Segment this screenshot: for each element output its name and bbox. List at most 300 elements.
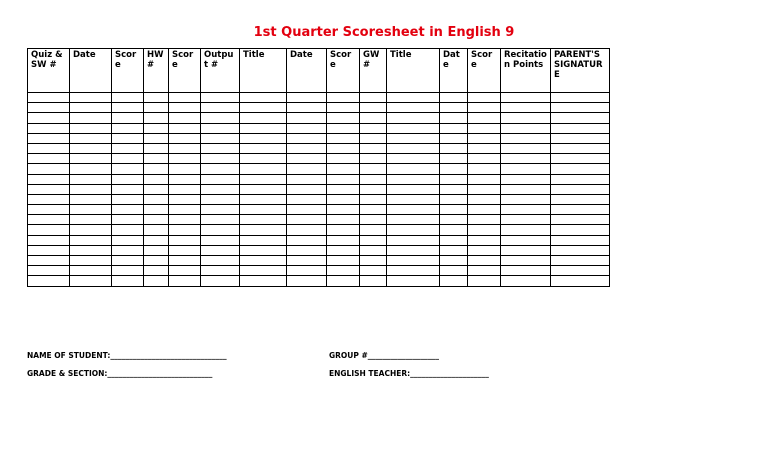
- table-cell: [240, 225, 287, 235]
- table-cell: [70, 266, 112, 276]
- table-cell: [440, 256, 468, 266]
- table-cell: [327, 235, 360, 245]
- table-cell: [360, 164, 387, 174]
- table-cell: [240, 235, 287, 245]
- table-row: [28, 103, 610, 113]
- table-cell: [468, 133, 501, 143]
- table-cell: [144, 103, 169, 113]
- table-row: [28, 123, 610, 133]
- table-cell: [360, 174, 387, 184]
- table-cell: [169, 225, 201, 235]
- header-date: Date: [70, 49, 112, 93]
- table-cell: [468, 123, 501, 133]
- table-cell: [201, 266, 240, 276]
- table-cell: [327, 154, 360, 164]
- table-cell: [70, 235, 112, 245]
- table-cell: [551, 276, 610, 286]
- table-cell: [360, 133, 387, 143]
- table-cell: [287, 123, 327, 133]
- table-cell: [551, 93, 610, 103]
- header-title: Title: [240, 49, 287, 93]
- table-cell: [360, 123, 387, 133]
- table-cell: [201, 103, 240, 113]
- table-cell: [28, 276, 70, 286]
- grade-section-line: GRADE & SECTION:____________________________: [27, 369, 213, 378]
- table-cell: [501, 276, 551, 286]
- table-cell: [112, 103, 144, 113]
- table-cell: [551, 266, 610, 276]
- table-cell: [28, 194, 70, 204]
- table-cell: [387, 245, 440, 255]
- table-cell: [327, 93, 360, 103]
- table-cell: [551, 143, 610, 153]
- table-cell: [468, 256, 501, 266]
- table-row: [28, 164, 610, 174]
- header-output: Output #: [201, 49, 240, 93]
- header-date: Date: [287, 49, 327, 93]
- table-cell: [70, 256, 112, 266]
- table-cell: [468, 276, 501, 286]
- table-cell: [440, 103, 468, 113]
- table-cell: [28, 245, 70, 255]
- table-row: [28, 184, 610, 194]
- table-cell: [112, 113, 144, 123]
- table-cell: [440, 133, 468, 143]
- group-line: GROUP #___________________: [329, 351, 440, 360]
- table-cell: [360, 113, 387, 123]
- table-cell: [551, 245, 610, 255]
- table-cell: [240, 266, 287, 276]
- table-cell: [501, 143, 551, 153]
- table-cell: [551, 194, 610, 204]
- table-cell: [144, 256, 169, 266]
- table-cell: [440, 245, 468, 255]
- table-cell: [201, 205, 240, 215]
- table-cell: [112, 184, 144, 194]
- table-cell: [112, 133, 144, 143]
- table-cell: [70, 174, 112, 184]
- table-cell: [440, 184, 468, 194]
- table-cell: [287, 184, 327, 194]
- table-cell: [240, 143, 287, 153]
- table-cell: [551, 164, 610, 174]
- table-cell: [70, 123, 112, 133]
- table-cell: [201, 164, 240, 174]
- table-cell: [28, 93, 70, 103]
- table-cell: [287, 245, 327, 255]
- table-cell: [169, 245, 201, 255]
- table-cell: [468, 215, 501, 225]
- table-row: [28, 194, 610, 204]
- table-row: [28, 266, 610, 276]
- table-cell: [327, 164, 360, 174]
- table-cell: [287, 276, 327, 286]
- table-cell: [440, 225, 468, 235]
- table-cell: [240, 164, 287, 174]
- table-cell: [440, 215, 468, 225]
- header-score: Score: [112, 49, 144, 93]
- table-cell: [327, 256, 360, 266]
- table-cell: [70, 143, 112, 153]
- table-cell: [327, 215, 360, 225]
- table-cell: [240, 154, 287, 164]
- table-cell: [327, 184, 360, 194]
- table-cell: [112, 276, 144, 286]
- table-body: [28, 93, 610, 287]
- table-cell: [501, 123, 551, 133]
- table-cell: [144, 245, 169, 255]
- table-cell: [70, 225, 112, 235]
- table-cell: [169, 235, 201, 245]
- table-cell: [501, 194, 551, 204]
- table-cell: [112, 154, 144, 164]
- table-cell: [387, 276, 440, 286]
- table-cell: [327, 225, 360, 235]
- table-cell: [360, 93, 387, 103]
- table-cell: [240, 93, 287, 103]
- table-cell: [144, 266, 169, 276]
- table-cell: [144, 154, 169, 164]
- table-cell: [240, 205, 287, 215]
- table-cell: [327, 266, 360, 276]
- table-cell: [360, 245, 387, 255]
- table-cell: [240, 256, 287, 266]
- table-cell: [440, 194, 468, 204]
- table-row: [28, 256, 610, 266]
- table-cell: [169, 133, 201, 143]
- table-cell: [144, 133, 169, 143]
- table-cell: [327, 133, 360, 143]
- table-cell: [387, 174, 440, 184]
- table-cell: [440, 123, 468, 133]
- table-cell: [169, 103, 201, 113]
- table-cell: [501, 174, 551, 184]
- table-cell: [144, 184, 169, 194]
- table-cell: [169, 113, 201, 123]
- table-cell: [360, 205, 387, 215]
- table-cell: [440, 164, 468, 174]
- table-cell: [28, 174, 70, 184]
- table-cell: [551, 235, 610, 245]
- table-cell: [169, 174, 201, 184]
- table-cell: [169, 266, 201, 276]
- table-cell: [551, 133, 610, 143]
- table-cell: [144, 123, 169, 133]
- table-cell: [501, 164, 551, 174]
- table-cell: [387, 123, 440, 133]
- table-cell: [112, 256, 144, 266]
- table-cell: [501, 215, 551, 225]
- table-cell: [501, 113, 551, 123]
- table-cell: [440, 266, 468, 276]
- table-cell: [144, 164, 169, 174]
- table-cell: [287, 215, 327, 225]
- table-cell: [501, 235, 551, 245]
- table-cell: [144, 194, 169, 204]
- table-cell: [240, 184, 287, 194]
- table-cell: [144, 93, 169, 103]
- table-cell: [360, 235, 387, 245]
- table-cell: [169, 123, 201, 133]
- table-cell: [387, 256, 440, 266]
- table-cell: [287, 256, 327, 266]
- table-cell: [287, 194, 327, 204]
- table-cell: [70, 133, 112, 143]
- table-cell: [468, 93, 501, 103]
- table-cell: [327, 245, 360, 255]
- header-parents-signature: PARENT'S SIGNATURE: [551, 49, 610, 93]
- table-cell: [28, 184, 70, 194]
- table-cell: [440, 235, 468, 245]
- table-cell: [201, 143, 240, 153]
- table-cell: [327, 143, 360, 153]
- table-cell: [387, 225, 440, 235]
- table-cell: [240, 113, 287, 123]
- table-cell: [551, 103, 610, 113]
- table-cell: [387, 103, 440, 113]
- table-cell: [440, 113, 468, 123]
- table-cell: [169, 256, 201, 266]
- table-cell: [501, 256, 551, 266]
- table-cell: [169, 184, 201, 194]
- table-cell: [169, 205, 201, 215]
- header-recitation-points: Recitation Points: [501, 49, 551, 93]
- table-cell: [501, 184, 551, 194]
- table-cell: [360, 103, 387, 113]
- table-row: [28, 205, 610, 215]
- table-cell: [28, 103, 70, 113]
- score-table: [27, 48, 610, 287]
- table-row: [28, 154, 610, 164]
- table-cell: [28, 235, 70, 245]
- table-cell: [360, 143, 387, 153]
- table-cell: [387, 205, 440, 215]
- table-cell: [551, 174, 610, 184]
- table-cell: [240, 194, 287, 204]
- table-cell: [169, 194, 201, 204]
- table-cell: [501, 93, 551, 103]
- header-score: Score: [468, 49, 501, 93]
- table-cell: [287, 225, 327, 235]
- table-cell: [240, 215, 287, 225]
- table-row: [28, 245, 610, 255]
- table-cell: [287, 93, 327, 103]
- table-cell: [112, 164, 144, 174]
- table-cell: [112, 143, 144, 153]
- header-quiz-sw: Quiz & SW #: [28, 49, 70, 93]
- table-cell: [70, 245, 112, 255]
- table-cell: [360, 266, 387, 276]
- header-gw: GW #: [360, 49, 387, 93]
- table-row: [28, 143, 610, 153]
- table-cell: [468, 154, 501, 164]
- table-cell: [169, 143, 201, 153]
- header-hw: HW #: [144, 49, 169, 93]
- table-cell: [144, 276, 169, 286]
- table-cell: [387, 133, 440, 143]
- table-cell: [287, 133, 327, 143]
- table-cell: [144, 215, 169, 225]
- table-cell: [468, 113, 501, 123]
- table-cell: [551, 205, 610, 215]
- table-cell: [387, 194, 440, 204]
- table-cell: [551, 225, 610, 235]
- table-cell: [201, 113, 240, 123]
- table-row: [28, 276, 610, 286]
- table-cell: [287, 154, 327, 164]
- table-cell: [70, 154, 112, 164]
- table-cell: [112, 225, 144, 235]
- table-cell: [169, 276, 201, 286]
- header-score: Score: [169, 49, 201, 93]
- table-cell: [70, 93, 112, 103]
- table-row: [28, 235, 610, 245]
- table-cell: [360, 154, 387, 164]
- table-cell: [360, 194, 387, 204]
- table-cell: [440, 205, 468, 215]
- table-cell: [501, 225, 551, 235]
- table-cell: [28, 164, 70, 174]
- table-cell: [360, 256, 387, 266]
- table-cell: [144, 143, 169, 153]
- table-cell: [70, 276, 112, 286]
- table-cell: [28, 225, 70, 235]
- header-title: Title: [387, 49, 440, 93]
- table-cell: [144, 205, 169, 215]
- table-cell: [240, 245, 287, 255]
- table-row: [28, 133, 610, 143]
- table-cell: [327, 123, 360, 133]
- table-cell: [240, 123, 287, 133]
- table-cell: [112, 245, 144, 255]
- table-cell: [468, 164, 501, 174]
- table-cell: [112, 266, 144, 276]
- table-cell: [468, 143, 501, 153]
- table-cell: [551, 113, 610, 123]
- table-cell: [112, 235, 144, 245]
- name-of-student-line: NAME OF STUDENT:_______________________________: [27, 351, 227, 360]
- table-cell: [468, 235, 501, 245]
- table-cell: [468, 184, 501, 194]
- table-cell: [360, 225, 387, 235]
- table-cell: [201, 194, 240, 204]
- table-cell: [387, 164, 440, 174]
- table-cell: [28, 133, 70, 143]
- table-cell: [501, 205, 551, 215]
- table-cell: [468, 266, 501, 276]
- table-cell: [327, 113, 360, 123]
- table-cell: [387, 184, 440, 194]
- table-cell: [201, 154, 240, 164]
- table-cell: [201, 245, 240, 255]
- table-cell: [501, 266, 551, 276]
- table-cell: [112, 174, 144, 184]
- table-cell: [387, 143, 440, 153]
- table-cell: [287, 113, 327, 123]
- table-row: [28, 93, 610, 103]
- table-cell: [70, 205, 112, 215]
- english-teacher-line: ENGLISH TEACHER:_____________________: [329, 369, 489, 378]
- table-cell: [327, 103, 360, 113]
- table-cell: [201, 174, 240, 184]
- table-cell: [112, 194, 144, 204]
- table-cell: [201, 225, 240, 235]
- table-cell: [501, 133, 551, 143]
- table-cell: [201, 133, 240, 143]
- table-cell: [144, 235, 169, 245]
- table-cell: [387, 93, 440, 103]
- table-cell: [201, 184, 240, 194]
- table-cell: [468, 245, 501, 255]
- table-cell: [287, 164, 327, 174]
- table-cell: [144, 174, 169, 184]
- table-cell: [201, 235, 240, 245]
- table-cell: [28, 205, 70, 215]
- table-cell: [144, 225, 169, 235]
- table-row: [28, 215, 610, 225]
- table-cell: [201, 93, 240, 103]
- table-cell: [169, 164, 201, 174]
- table-header-row: [28, 49, 610, 93]
- table-cell: [70, 215, 112, 225]
- table-cell: [440, 154, 468, 164]
- table-cell: [28, 154, 70, 164]
- table-cell: [169, 154, 201, 164]
- table-cell: [28, 215, 70, 225]
- table-cell: [440, 93, 468, 103]
- table-cell: [287, 103, 327, 113]
- table-cell: [387, 235, 440, 245]
- table-cell: [70, 113, 112, 123]
- table-cell: [387, 266, 440, 276]
- table-cell: [287, 205, 327, 215]
- table-cell: [551, 215, 610, 225]
- table-cell: [240, 103, 287, 113]
- table-cell: [387, 113, 440, 123]
- table-row: [28, 113, 610, 123]
- table-cell: [360, 184, 387, 194]
- table-cell: [112, 205, 144, 215]
- table-cell: [551, 256, 610, 266]
- table-cell: [144, 113, 169, 123]
- table-cell: [551, 154, 610, 164]
- table-cell: [327, 205, 360, 215]
- table-cell: [440, 143, 468, 153]
- table-cell: [360, 276, 387, 286]
- table-cell: [112, 215, 144, 225]
- table-cell: [387, 215, 440, 225]
- table-cell: [327, 276, 360, 286]
- table-cell: [70, 164, 112, 174]
- table-cell: [201, 276, 240, 286]
- table-cell: [169, 215, 201, 225]
- table-cell: [468, 103, 501, 113]
- table-row: [28, 174, 610, 184]
- table-cell: [501, 103, 551, 113]
- table-cell: [201, 123, 240, 133]
- table-cell: [169, 93, 201, 103]
- table-cell: [240, 133, 287, 143]
- page-title: 1st Quarter Scoresheet in English 9: [253, 25, 515, 40]
- table-cell: [327, 174, 360, 184]
- table-cell: [70, 103, 112, 113]
- table-cell: [28, 256, 70, 266]
- table-cell: [551, 123, 610, 133]
- header-date: Date: [440, 49, 468, 93]
- table-cell: [240, 174, 287, 184]
- table-cell: [70, 194, 112, 204]
- table-cell: [501, 245, 551, 255]
